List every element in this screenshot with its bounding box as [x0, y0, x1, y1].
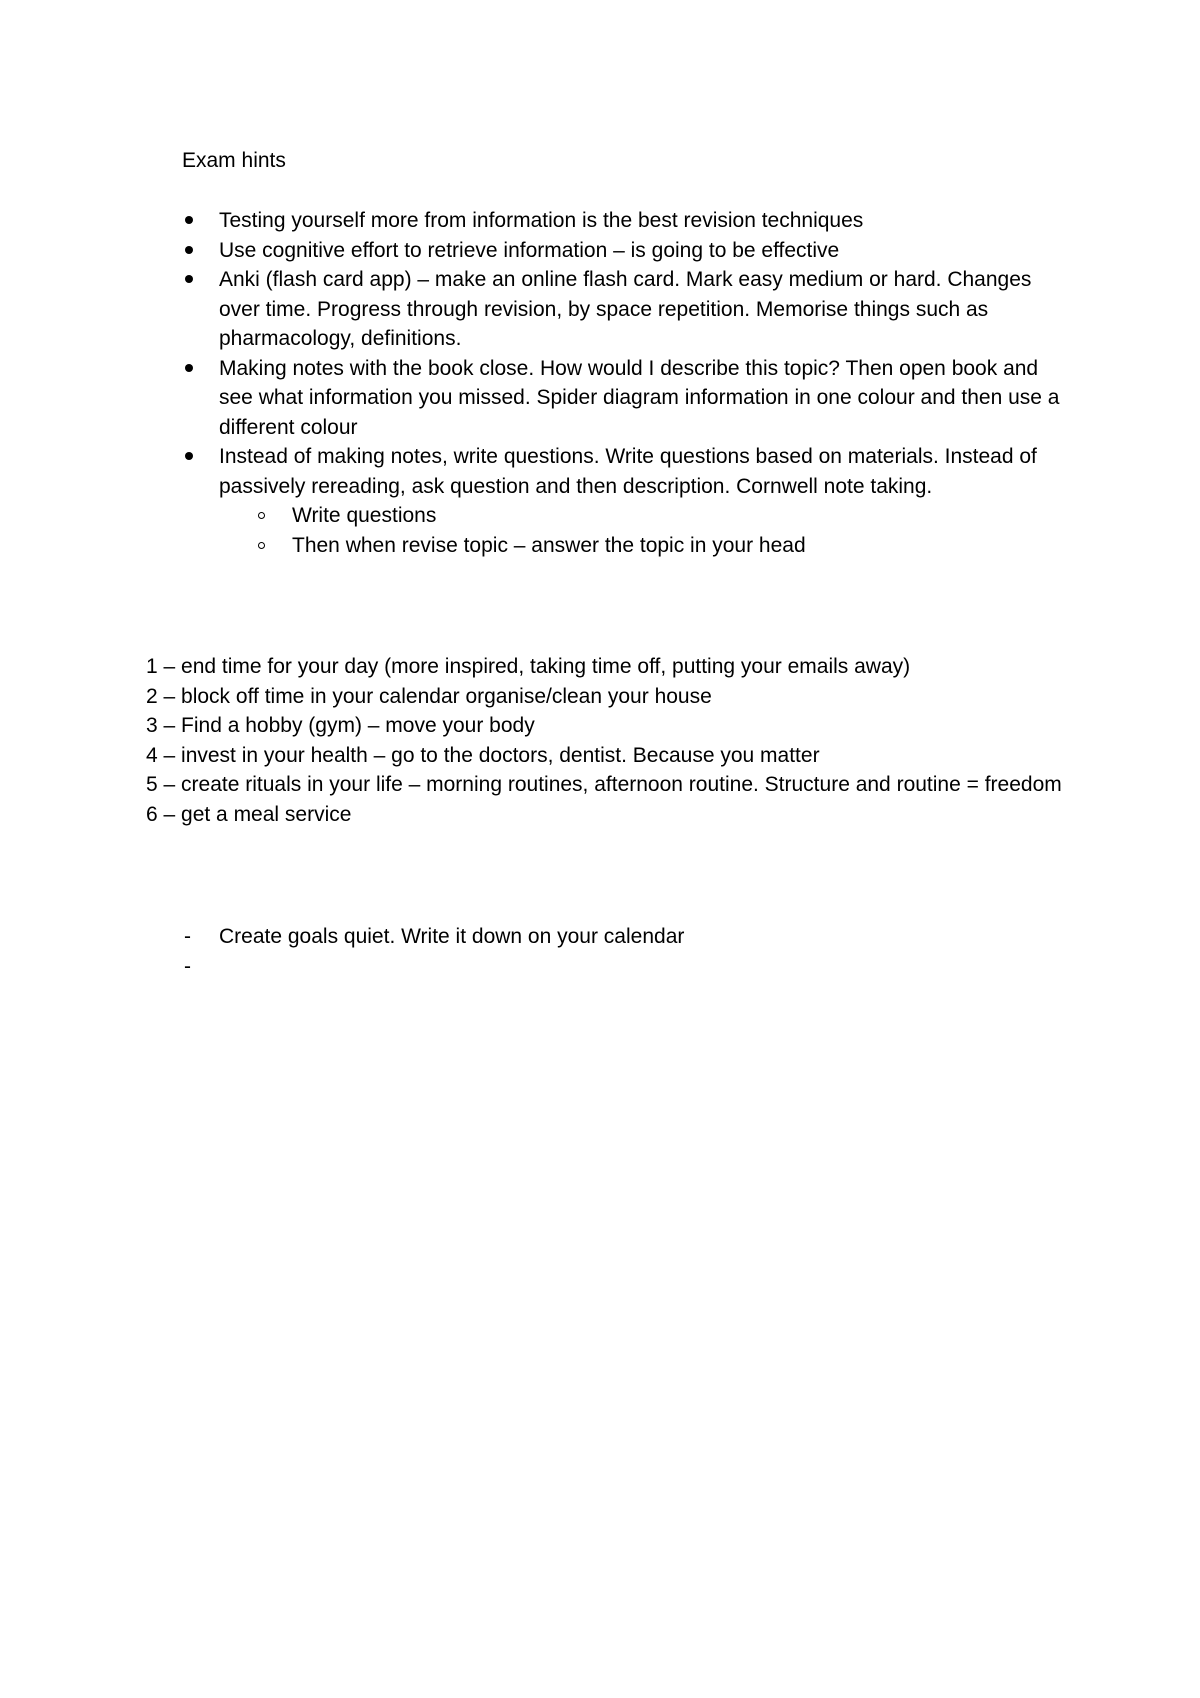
list-item	[182, 206, 1062, 236]
dash-item	[182, 952, 1062, 982]
sub-list-item	[219, 501, 1062, 531]
list-item	[182, 236, 1062, 266]
sub-list-item	[219, 531, 1062, 561]
page-title: Exam hints	[182, 149, 286, 172]
sub-list	[219, 501, 1062, 560]
numbered-item: 2 – block off time in your calendar organise/clean your house	[146, 684, 712, 708]
list-item-text: Making notes with the book close. How would I describe this topic? Then open book and see what information you missed. Spider diagram information in one colour and then use a different colour	[219, 356, 1060, 439]
list-item-text: Anki (flash card app) – make an online flash card. Mark easy medium or hard. Changes over time. Progress through revision, by space repetition. Memorise things such as pharmacology, definitions.	[219, 268, 1032, 350]
sub-list-item-text: Then when revise topic – answer the topic in your head	[292, 533, 806, 557]
list-item	[182, 265, 1062, 354]
numbered-item: 6 – get a meal service	[146, 802, 352, 826]
dash-item-text: Create goals quiet. Write it down on your calendar	[219, 925, 685, 948]
numbered-item: 3 – Find a hobby (gym) – move your body	[146, 714, 535, 737]
numbered-item: 1 – end time for your day (more inspired, taking time off, putting your emails away)	[146, 655, 911, 678]
numbered-item: 5 – create rituals in your life – morning routines, afternoon routine. Structure and routine = freedom	[146, 773, 1062, 796]
sub-list-item-text: Write questions	[292, 504, 437, 527]
dash-list	[182, 922, 1062, 981]
list-item	[182, 354, 1062, 443]
numbered-item: 4 – invest in your health – go to the doctors, dentist. Because you matter	[146, 743, 820, 767]
list-item-text: Testing yourself more from information is the best revision techniques	[219, 209, 864, 232]
list-item-text: Use cognitive effort to retrieve information – is going to be effective	[219, 238, 840, 262]
list-item	[182, 442, 1062, 560]
exam-hints-list	[182, 206, 1062, 560]
dash-item	[182, 922, 1062, 952]
numbered-list	[146, 652, 1066, 829]
list-item-text: Instead of making notes, write questions. Write questions based on materials. Instead of passively rereading, ask question and then description. Cornwell note taking.	[219, 445, 1037, 498]
